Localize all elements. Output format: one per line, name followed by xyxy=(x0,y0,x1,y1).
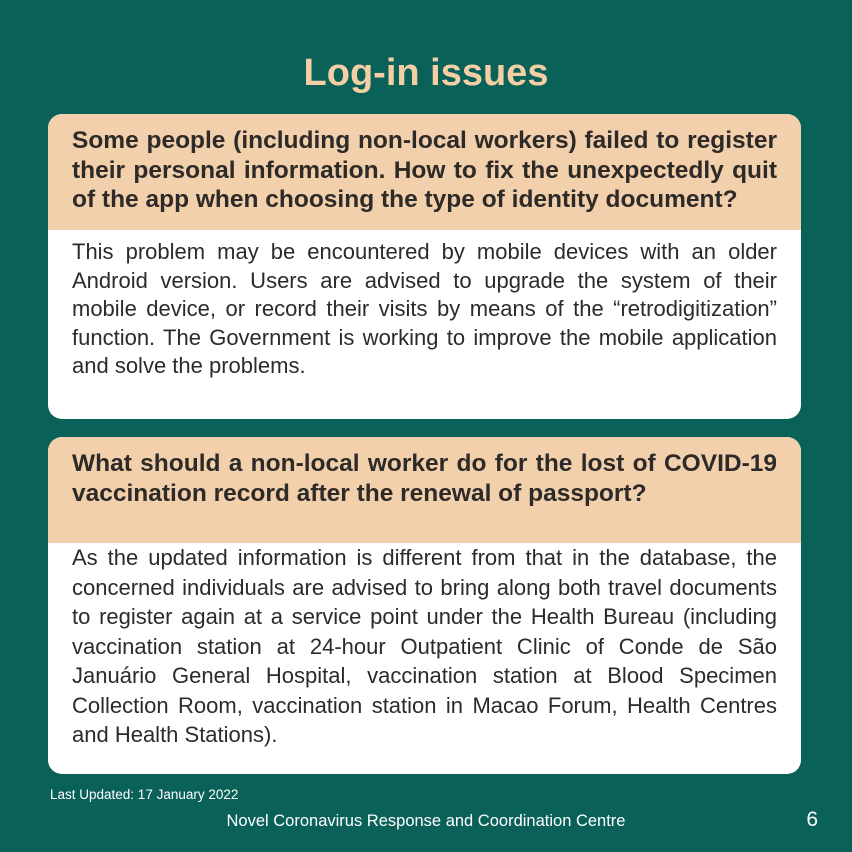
faq-question: What should a non-local worker do for the lost of COVID-19 vaccination record after the renewal of passport? xyxy=(48,437,801,543)
faq-card xyxy=(48,437,801,774)
page-number: 6 xyxy=(806,808,818,831)
footer-organization: Novel Coronavirus Response and Coordination Centre xyxy=(226,812,626,830)
page-title: Log-in issues xyxy=(303,52,549,94)
last-updated-text: Last Updated: 17 January 2022 xyxy=(50,787,239,802)
faq-card xyxy=(48,114,801,419)
faq-answer: This problem may be encountered by mobile devices with an older Android version. Users are advised to upgrade the system of their mobile device, or record their visits by means of the “retrodigitization” function. The Government is working to improve the mobile application and solve the problems. xyxy=(72,239,777,378)
faq-question: Some people (including non-local workers) failed to register their personal information. How to fix the unexpectedly quit of the app when choosing the type of identity document? xyxy=(48,114,801,230)
faq-answer: As the updated information is different from that in the database, the concerned individuals are advised to bring along both travel documents to register again at a service point under the Health Bureau (including vaccination station at 24-hour Outpatient Clinic of Conde de São Januário General Hospital, vaccination station at Blood Specimen Collection Room, vaccination station in Macao Forum, Health Centres and Health Stations). xyxy=(72,545,777,747)
